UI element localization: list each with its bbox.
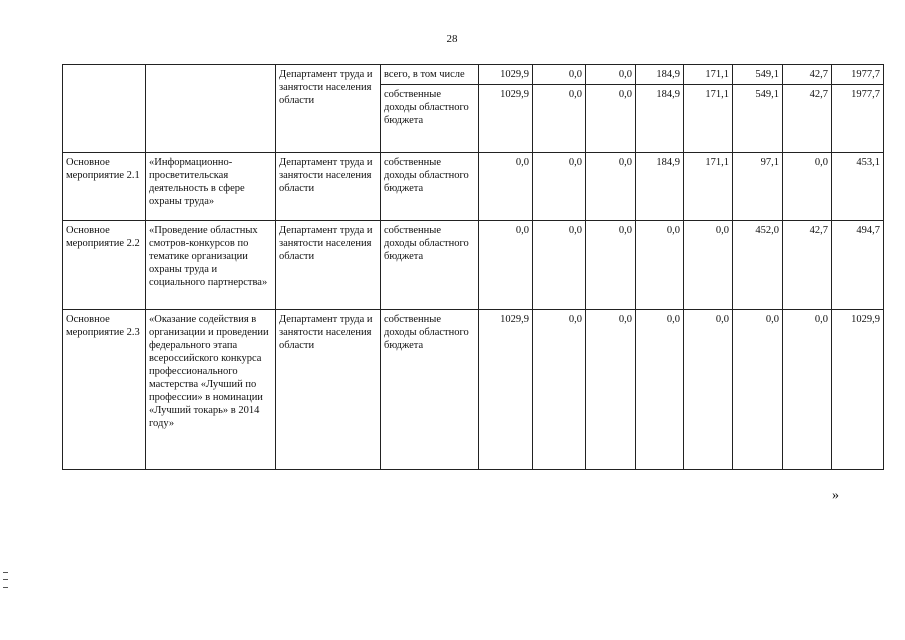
amount-cell: 0,0: [586, 65, 636, 85]
amount-cell: 549,1: [733, 65, 783, 85]
amount-cell: 0,0: [586, 153, 636, 221]
margin-mark-icon: [3, 572, 8, 588]
amount-cell: 171,1: [684, 153, 733, 221]
name-cell: [146, 65, 276, 153]
amount-cell: 1029,9: [479, 310, 533, 470]
funding-source-cell: всего, в том числе: [381, 65, 479, 85]
table-row: [63, 153, 884, 221]
amount-cell: 549,1: [733, 85, 783, 153]
amount-cell: 171,1: [684, 85, 733, 153]
executor-cell: Департамент труда и занятости населения области: [276, 221, 381, 310]
amount-cell: 452,0: [733, 221, 783, 310]
amount-cell: 0,0: [684, 221, 733, 310]
budget-table: [62, 64, 884, 470]
amount-cell: 0,0: [533, 153, 586, 221]
amount-cell: 184,9: [636, 153, 684, 221]
amount-cell: 0,0: [533, 85, 586, 153]
activity-cell: Основное мероприятие 2.3: [63, 310, 146, 470]
table-row: [63, 310, 884, 470]
table-body: [63, 65, 884, 470]
name-cell: «Оказание содействия в организации и проведении федерального этапа всероссийского конкурса профессионального мастерства «Лучший по профессии» в номинации «Лучший токарь» в 2014 году»: [146, 310, 276, 470]
amount-cell: 0,0: [479, 221, 533, 310]
amount-cell: 0,0: [733, 310, 783, 470]
amount-cell: 97,1: [733, 153, 783, 221]
amount-cell: 184,9: [636, 85, 684, 153]
funding-source-cell: собственные доходы областного бюджета: [381, 221, 479, 310]
amount-cell: 0,0: [783, 153, 832, 221]
executor-cell: Департамент труда и занятости населения области: [276, 310, 381, 470]
funding-source-cell: собственные доходы областного бюджета: [381, 153, 479, 221]
amount-cell: 0,0: [586, 310, 636, 470]
amount-cell: 1029,9: [832, 310, 884, 470]
table-row: [63, 221, 884, 310]
activity-cell: Основное мероприятие 2.2: [63, 221, 146, 310]
amount-cell: 42,7: [783, 65, 832, 85]
executor-cell: Департамент труда и занятости населения области: [276, 65, 381, 153]
amount-cell: 0,0: [533, 310, 586, 470]
name-cell: «Проведение областных смотров-конкурсов по тематике организации охраны труда и социального партнерства»: [146, 221, 276, 310]
amount-cell: 42,7: [783, 221, 832, 310]
amount-cell: 0,0: [586, 221, 636, 310]
amount-cell: 0,0: [533, 221, 586, 310]
amount-cell: 0,0: [684, 310, 733, 470]
activity-cell: Основное мероприятие 2.1: [63, 153, 146, 221]
table-row: [63, 65, 884, 85]
amount-cell: 1029,9: [479, 65, 533, 85]
amount-cell: 0,0: [783, 310, 832, 470]
funding-source-cell: собственные доходы областного бюджета: [381, 85, 479, 153]
activity-cell: [63, 65, 146, 153]
closing-quote: »: [832, 488, 839, 503]
amount-cell: 184,9: [636, 65, 684, 85]
amount-cell: 1029,9: [479, 85, 533, 153]
amount-cell: 1977,7: [832, 85, 884, 153]
amount-cell: 0,0: [586, 85, 636, 153]
amount-cell: 42,7: [783, 85, 832, 153]
amount-cell: 0,0: [636, 221, 684, 310]
amount-cell: 0,0: [479, 153, 533, 221]
name-cell: «Информационно-просветительская деятельность в сфере охраны труда»: [146, 153, 276, 221]
amount-cell: 171,1: [684, 65, 733, 85]
amount-cell: 453,1: [832, 153, 884, 221]
amount-cell: 1977,7: [832, 65, 884, 85]
amount-cell: 0,0: [533, 65, 586, 85]
amount-cell: 0,0: [636, 310, 684, 470]
executor-cell: Департамент труда и занятости населения области: [276, 153, 381, 221]
funding-source-cell: собственные доходы областного бюджета: [381, 310, 479, 470]
page-number: 28: [446, 33, 458, 45]
amount-cell: 494,7: [832, 221, 884, 310]
